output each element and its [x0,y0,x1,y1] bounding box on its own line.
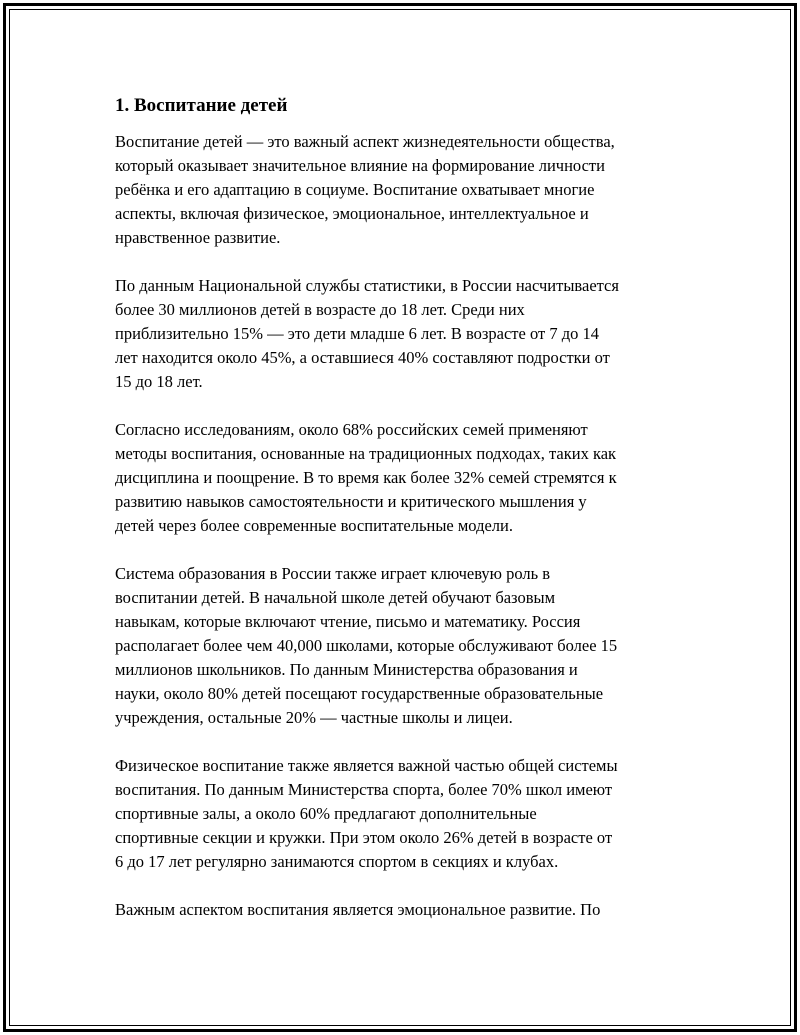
text-line: По данным Национальной службы статистики, в России насчитывается [115,276,619,295]
text-line: Система образования в России также играет ключевую роль в [115,564,551,583]
text-line: воспитания. По данным Министерства спорта, более 70% школ имеют [115,780,613,799]
text-line: нравственное развитие. [115,228,281,247]
text-line: располагает более чем 40,000 школами, которые обслуживают более 15 [115,636,618,655]
paragraph-6 [115,898,690,922]
paragraph-2 [115,274,690,394]
text-line: приблизительно 15% — это дети младше 6 лет. В возрасте от 7 до 14 [115,324,599,343]
text-line: дисциплина и поощрение. В то время как более 32% семей стремятся к [115,468,617,487]
paragraph-3 [115,418,690,538]
text-line: ребёнка и его адаптацию в социуме. Воспитание охватывает многие [115,180,595,199]
text-line: Физическое воспитание также является важной частью общей системы [115,756,618,775]
text-line: 15 до 18 лет. [115,372,203,391]
text-line: навыкам, которые включают чтение, письмо и математику. Россия [115,612,581,631]
text-line: который оказывает значительное влияние на формирование личности [115,156,605,175]
paragraph-4 [115,562,690,730]
text-line: методы воспитания, основанные на традиционных подходах, таких как [115,444,617,463]
document-body [115,93,690,946]
paragraph-1 [115,130,690,250]
paragraph-5 [115,754,690,874]
text-line: учреждения, остальные 20% — частные школы и лицеи. [115,708,513,727]
text-line: Воспитание детей — это важный аспект жизнедеятельности общества, [115,132,615,151]
section-heading: 1. Воспитание детей [115,95,288,116]
text-line: аспекты, включая физическое, эмоциональное, интеллектуальное и [115,204,589,223]
text-line: лет находится около 45%, а оставшиеся 40% составляют подростки от [115,348,610,367]
text-line: миллионов школьников. По данным Министерства образования и [115,660,578,679]
text-line: 6 до 17 лет регулярно занимаются спортом в секциях и клубах. [115,852,559,871]
text-line: Важным аспектом воспитания является эмоциональное развитие. По [115,900,601,919]
text-line: детей через более современные воспитательные модели. [115,516,513,535]
text-line: спортивные залы, а около 60% предлагают дополнительные [115,804,537,823]
text-line: развитию навыков самостоятельности и критического мышления у [115,492,587,511]
text-line: спортивные секции и кружки. При этом около 26% детей в возрасте от [115,828,613,847]
text-line: более 30 миллионов детей в возрасте до 18 лет. Среди них [115,300,525,319]
text-line: Согласно исследованиям, около 68% российских семей применяют [115,420,588,439]
text-line: науки, около 80% детей посещают государственные образовательные [115,684,604,703]
text-line: воспитании детей. В начальной школе детей обучают базовым [115,588,556,607]
